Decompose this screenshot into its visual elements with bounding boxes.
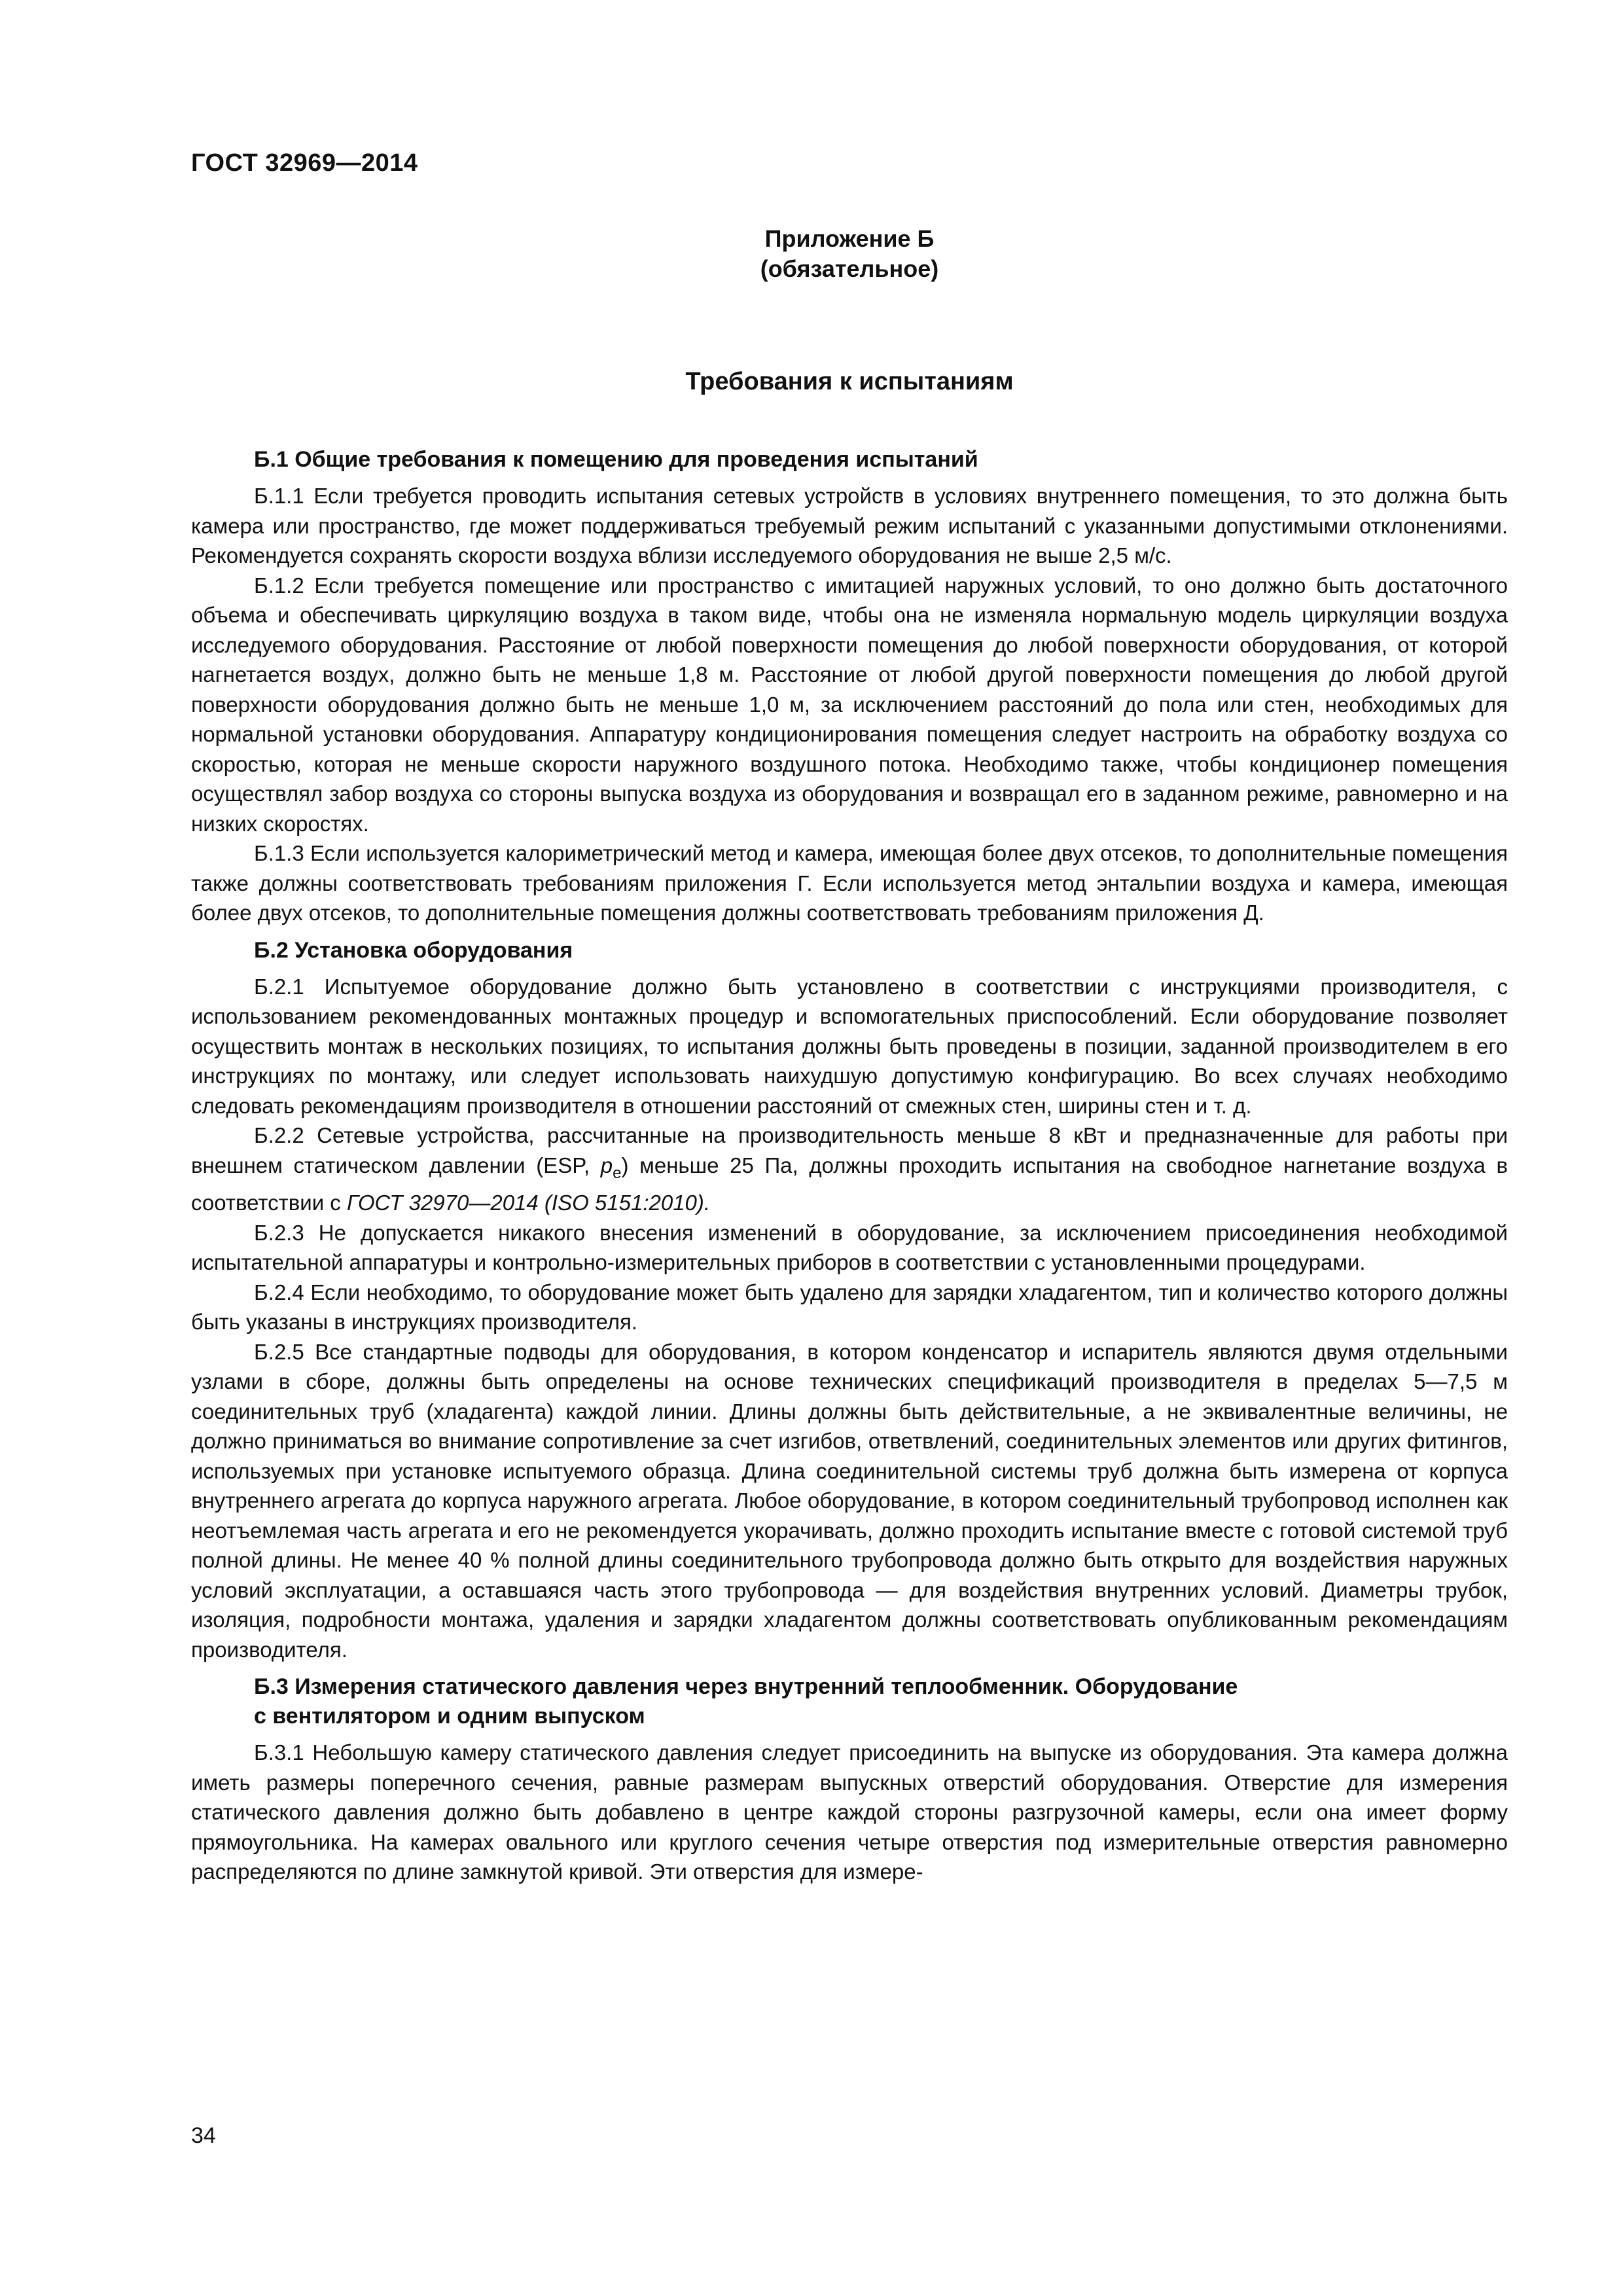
paragraph-b1-2: Б.1.2 Если требуется помещение или пространство с имитацией наружных условий, то оно должно быть достаточного объема и обеспечивать циркуляцию воздуха в таком виде, чтобы она не изменяла нормальную модель циркуляции воздуха исследуемого оборудования. Расстояние от любой поверхности помещения до любой поверхности оборудования, от которой нагнетается воздух, должно быть не меньше 1,8 м. Расстояние от любой другой поверхности помещения до любой другой поверхности оборудования должно быть не меньше 1,0 м, за исключением расстояний до пола или стен, необходимых для нормальной установки оборудования. Аппаратуру кондиционирования помещения следует настроить на обработку воздуха со скоростью, которая не меньше скорости наружного воздушного потока. Необходимо также, чтобы кондиционер помещения осуществлял забор воздуха со стороны выпуска воздуха из оборудования и возвращал его в заданном режиме, равномерно и на низких скоростях. [191,573,1508,836]
section-title-b3-line2: с вентилятором и одним выпуском [254,1704,645,1729]
page-number: 34 [191,2123,216,2148]
appendix-status: (обязательное) [760,255,939,282]
paragraph-b3-1: Б.3.1 Небольшую камеру статического давления следует присоединить на выпуске из оборудования. Эта камера должна иметь размеры поперечного сечения, равные размерам выпускных отверстий оборудования. Отверстие для измерения статического давления должно быть добавлено в центре каждой стороны разгрузочной камеры, если она имеет форму прямоугольника. На камерах овального или круглого сечения четыре отверстия под измерительные отверстия равномерно распределяются по длине замкнутой кривой. Эти отверстия для измере- [191,1740,1508,1884]
section-title-b2: Б.2 Установка оборудования [254,937,573,963]
paragraph-b2-3: Б.2.3 Не допускается никакого внесения изменений в оборудование, за исключением присоединения необходимой испытательной аппаратуры и контрольно-измерительных приборов в соответствии с установленными процедурами. [191,1220,1508,1274]
section-title-b3-line1: Б.3 Измерения статического давления через внутренний теплообменник. Оборудование [254,1674,1238,1699]
paragraph-b2-2-text-a: Б.2.2 Сетевые устройства, рассчитанные на производительность меньше 8 кВт и предназначенные для работы при внешнем статическом давлении (ESP, [191,1123,1508,1177]
appendix-title: Требования к испытаниям [685,368,1014,395]
paragraph-b2-1: Б.2.1 Испытуемое оборудование должно быть установлено в соответствии с инструкциями производителя, с использованием рекомендованных монтажных процедур и вспомогательных приспособлений. Если оборудование позволяет осуществить монтаж в нескольких позициях, то испытания должны быть проведены в позиции, заданной производителем в его инструкциях по монтажу, или следует использовать наихудшую допустимую конфигурацию. Во всех случаях необходимо следовать рекомендациям производителя в отношении расстояний от смежных стен, ширины стен и т. д. [191,974,1508,1118]
paragraph-b2-4: Б.2.4 Если необходимо, то оборудование может быть удалено для зарядки хладагентом, тип и количество которого должны быть указаны в инструкциях производителя. [191,1280,1508,1334]
document-page [191,0,1508,2296]
pressure-subscript: e [613,1164,622,1182]
paragraph-b1-1: Б.1.1 Если требуется проводить испытания сетевых устройств в условиях внутреннего помещения, то это должна быть камера или пространство, где может поддерживаться требуемый режим испытаний с указанными допустимыми отклонениями. Рекомендуется сохранять скорости воздуха вблизи исследуемого оборудования не выше 2,5 м/с. [191,484,1508,567]
paragraph-b2-2-text-b: ) меньше 25 Па, должны проходить испытания на свободное нагнетание воздуха в соответствии с [191,1153,1508,1215]
section-title-b3 [191,1672,1508,1731]
standard-reference: ГОСТ 32970—2014 (ISO 5151:2010). [346,1191,711,1215]
appendix-label: Приложение Б [764,225,935,252]
appendix-label-block [191,224,1508,284]
document-body [191,445,1508,1887]
paragraph-b1-3: Б.1.3 Если используется калориметрический метод и камера, имеющая более двух отсеков, то дополнительные помещения также должны соответствовать требованиям приложения Г. Если используется метод энтальпии воздуха и камера, имеющая более двух отсеков, то дополнительные помещения должны соответствовать требованиям приложения Д. [191,841,1508,925]
section-title-b1: Б.1 Общие требования к помещению для проведения испытаний [254,447,978,472]
document-code-header: ГОСТ 32969—2014 [191,149,418,177]
paragraph-b2-5: Б.2.5 Все стандартные подводы для оборудования, в котором конденсатор и испаритель являются двумя отдельными узлами в сборе, должны быть определены на основе технических спецификаций производителя в пределах 5—7,5 м соединительных труб (хладагента) каждой линии. Длины должны быть действительные, а не эквивалентные величины, не должно приниматься во внимание сопротивление за счет изгибов, ответвлений, соединительных элементов или других фитингов, используемых при установке испытуемого образца. Длина соединительной системы труб должна быть измерена от корпуса внутреннего агрегата до корпуса наружного агрегата. Любое оборудование, в котором соединительный трубопровод исполнен как неотъемлемая часть агрегата и его не рекомендуется укорачивать, должно проходить испытание вместе с готовой системой труб полной длины. Не менее 40 % полной длины соединительного трубопровода должно быть открыто для воздействия наружных условий эксплуатации, а оставшаяся часть этого трубопровода — для воздействия внутренних условий. Диаметры трубок, изоляция, подробности монтажа, удаления и зарядки хладагентом должны соответствовать опубликованным рекомендациям производителя. [191,1339,1508,1662]
pressure-symbol: p [600,1153,613,1177]
paragraph-b2-2 [191,1121,1508,1218]
